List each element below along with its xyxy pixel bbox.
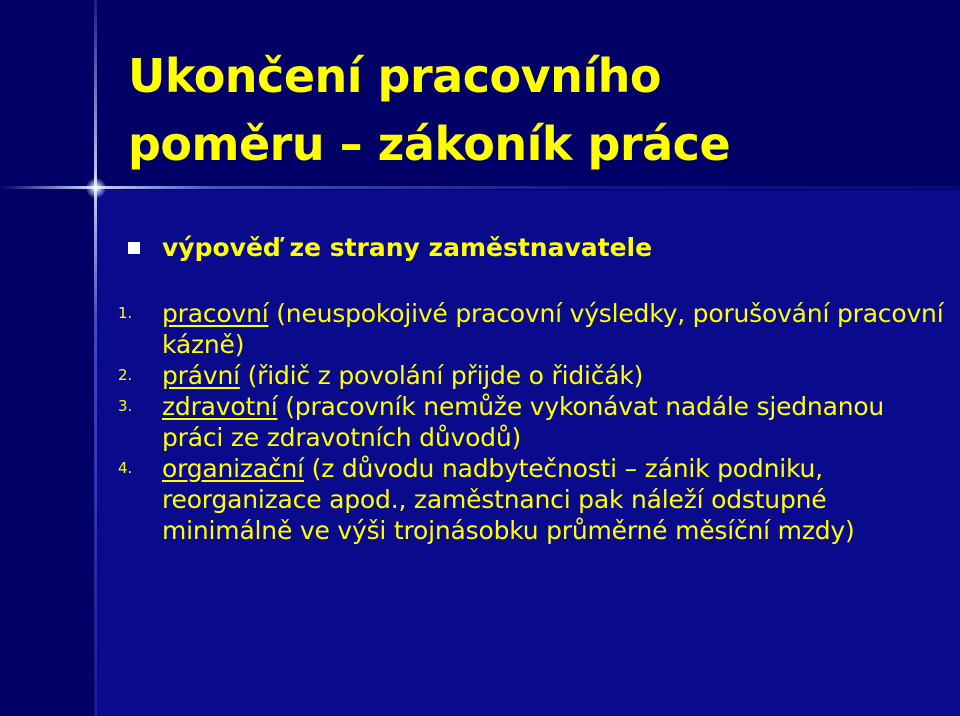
- list-item-text: (pracovník nemůže vykonávat nadále sjednanou práci ze zdravotních důvodů): [162, 392, 885, 452]
- list-item: [118, 360, 948, 391]
- main-bullet-text: výpověď ze strany zaměstnavatele: [162, 233, 653, 262]
- decorative-vertical-line: [94, 0, 97, 716]
- list-item-body: [162, 391, 948, 453]
- list-item-body: [162, 298, 948, 360]
- list-item-number: 1.: [118, 304, 132, 322]
- list-item-body: [162, 360, 948, 391]
- list-item-text: (z důvodu nadbytečnosti – zánik podniku, reorganizace apod., zaměstnanci pak náleží odstupné minimálně ve výši trojnásobku průměrné měsíční mzdy): [162, 454, 855, 545]
- list-item: [118, 391, 948, 453]
- list-item-keyword: organizační: [162, 454, 304, 483]
- decorative-horizontal-line: [0, 186, 960, 189]
- list-item-number: 4.: [118, 459, 132, 477]
- slide-title: [128, 42, 928, 178]
- title-line-1: Ukončení pracovního: [128, 49, 661, 103]
- list-item-keyword: zdravotní: [162, 392, 278, 421]
- list-item-text: (neuspokojivé pracovní výsledky, porušování pracovní kázně): [162, 299, 944, 359]
- decorative-sparkle-icon: [86, 178, 106, 198]
- list-item-text: (řidič z povolání přijde o řidičák): [239, 361, 644, 390]
- list-item-number: 2.: [118, 366, 132, 384]
- list-item: [118, 453, 948, 546]
- list-item-number: 3.: [118, 397, 132, 415]
- reason-list: [118, 298, 948, 546]
- list-item: [118, 298, 948, 360]
- left-band: [0, 190, 95, 716]
- square-bullet-icon: [128, 242, 140, 254]
- list-item-keyword: pracovní: [162, 299, 269, 328]
- main-bullet: [128, 228, 928, 268]
- title-line-2: poměru – zákoník práce: [128, 117, 731, 171]
- list-item-body: [162, 453, 948, 546]
- list-item-keyword: právní: [162, 361, 240, 390]
